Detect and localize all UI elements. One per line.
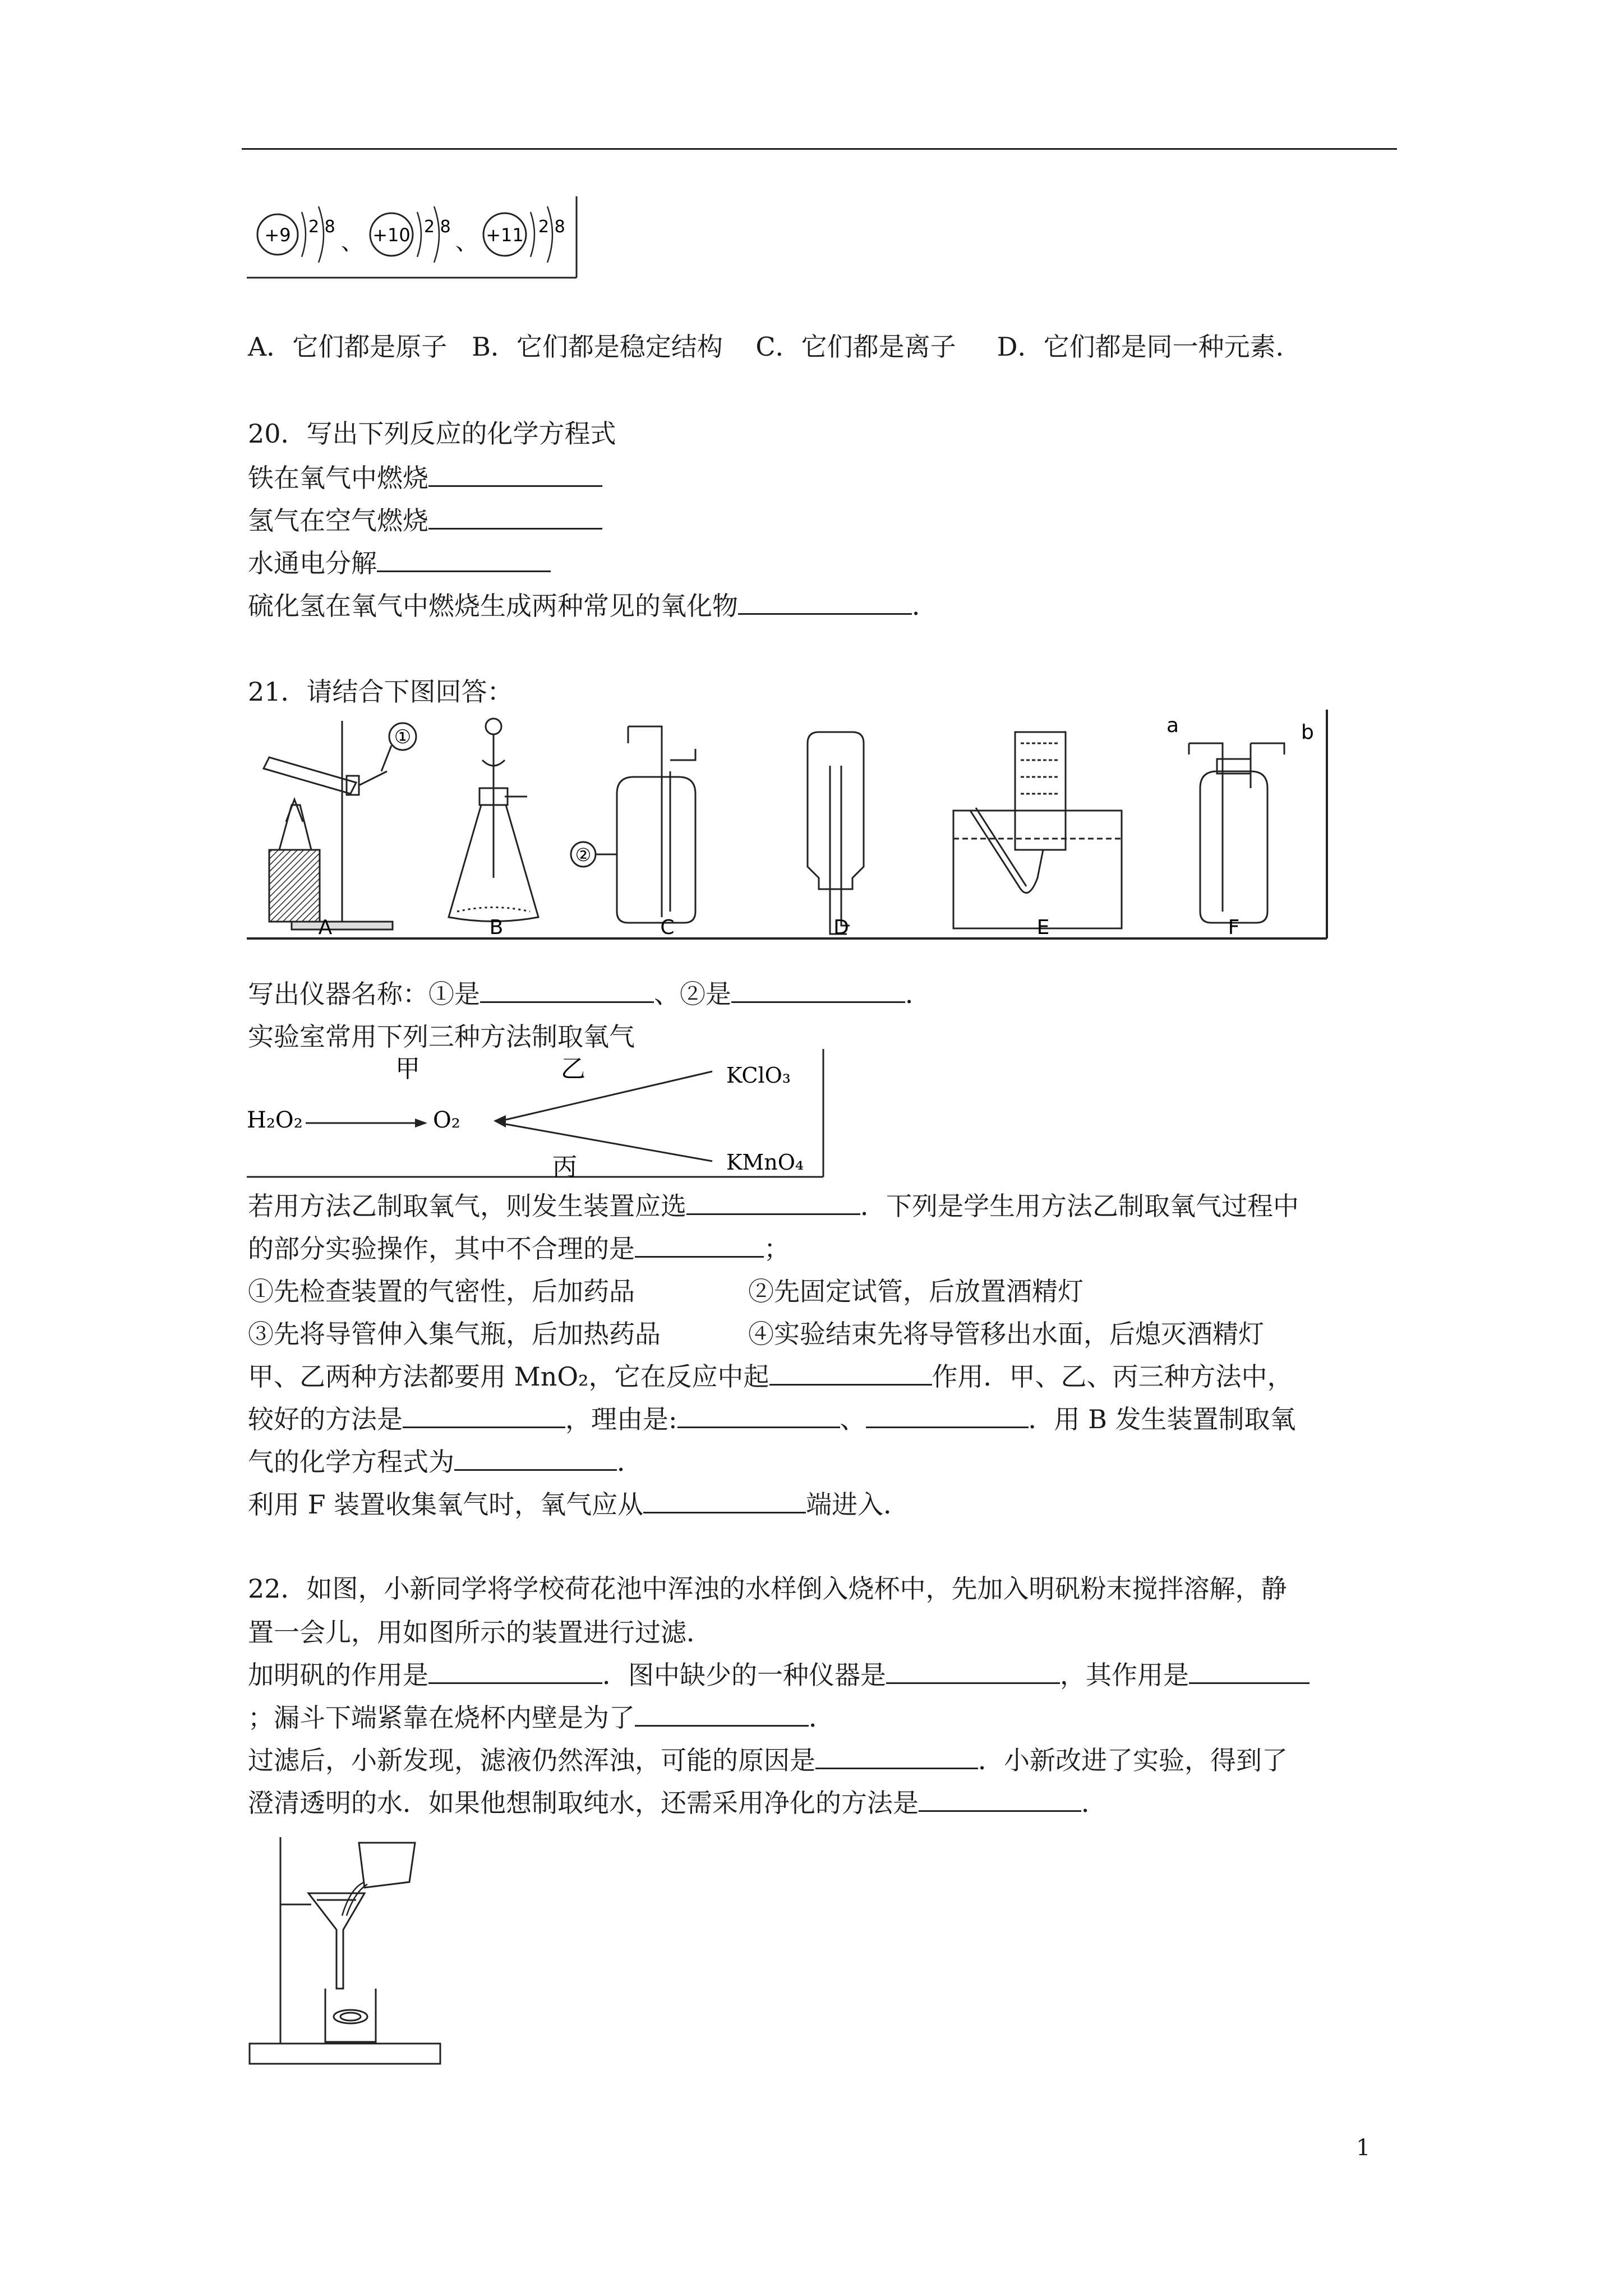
q21-title: 21．请结合下图回答： — [248, 677, 513, 707]
answer-blank[interactable] — [428, 1660, 602, 1684]
svg-text:、: 、 — [455, 229, 478, 255]
fig-label-e: E — [1036, 916, 1050, 939]
q21-p6: 利用 F 装置收集氧气时，氧气应从 端进入． — [248, 1489, 910, 1520]
apparatus-f — [1189, 743, 1284, 923]
q22-line-6: 澄清透明的水．如果他想制取纯水，还需采用净化的方法是 ． — [248, 1788, 1107, 1818]
atom-1 — [257, 206, 335, 263]
svg-text:+9: +9 — [264, 224, 291, 246]
header-rule — [242, 148, 1397, 150]
q21-op-row-2: ③先将导管伸入集气瓶，后加热药品 ④实验结束先将导管移出水面，后熄灭酒精灯 — [248, 1319, 1264, 1349]
q22-line-4: ；漏斗下端紧靠在烧杯内壁是为了 ． — [248, 1703, 834, 1733]
fig-label-d: D — [833, 916, 849, 939]
answer-blank[interactable] — [677, 1404, 840, 1428]
q22-line-1: 22．如图，小新同学将学校荷花池中浑浊的水样倒入烧杯中，先加入明矾粉末搅拌溶解，静 — [248, 1573, 1287, 1604]
svg-text:甲: 甲 — [395, 1055, 420, 1083]
answer-blank[interactable] — [886, 1660, 1060, 1684]
answer-blank[interactable] — [454, 1447, 617, 1471]
answer-blank[interactable] — [428, 505, 602, 530]
apparatus-b — [449, 719, 538, 922]
answer-blank[interactable] — [377, 548, 551, 572]
svg-text:KMnO₄: KMnO₄ — [726, 1150, 804, 1175]
answer-blank[interactable] — [635, 1703, 809, 1727]
q21-p3: 甲、乙两种方法都要用 MnO₂，它在反应中起 作用．甲、乙、丙三种方法中， — [248, 1361, 1293, 1392]
atom-2 — [370, 206, 451, 263]
q21-p4: 较好的方法是 ，理由是: 、 ．用 B 发生装置制取氧 — [248, 1404, 1296, 1434]
q20-title: 20．写出下列反应的化学方程式 — [248, 418, 616, 449]
svg-text:②: ② — [575, 844, 592, 866]
svg-text:+10: +10 — [372, 224, 411, 246]
svg-text:+11: +11 — [486, 224, 524, 246]
q21-methods-intro: 实验室常用下列三种方法制取氧气 — [248, 1022, 635, 1052]
answer-blank[interactable] — [815, 1745, 978, 1769]
fig-label-f: F — [1228, 916, 1240, 939]
fig-label-b: B — [489, 916, 504, 939]
oxygen-methods-scheme — [247, 1049, 830, 1184]
q21-p1: 若用方法乙制取氧气，则发生装置应选 ．下列是学生用方法乙制取氧气过程中 — [248, 1191, 1299, 1221]
svg-text:a: a — [1166, 714, 1179, 737]
svg-text:2 8: 2 8 — [424, 217, 451, 237]
answer-blank[interactable] — [866, 1404, 1029, 1428]
svg-text:、: 、 — [341, 229, 363, 255]
q22-line-5: 过滤后，小新发现，滤液仍然浑浊，可能的原因是 ．小新改进了实验，得到了 — [248, 1745, 1288, 1775]
atom-3 — [483, 206, 565, 263]
q21-instrument-line: 写出仪器名称：①是 、②是 ． — [248, 979, 931, 1009]
answer-blank[interactable] — [428, 463, 602, 487]
answer-blank[interactable] — [1189, 1660, 1310, 1684]
svg-text:①: ① — [394, 726, 412, 748]
svg-text:KClO₃: KClO₃ — [726, 1063, 791, 1088]
filtration-apparatus-figure — [247, 1826, 449, 2067]
q20-line-3: 水通电分解 — [248, 546, 551, 580]
apparatus-c — [571, 726, 695, 923]
answer-blank[interactable] — [738, 591, 912, 615]
q21-p2: 的部分实验操作，其中不合理的是 ； — [248, 1234, 790, 1264]
answer-blank[interactable] — [480, 979, 654, 1003]
fig-label-c: C — [660, 916, 675, 939]
answer-blank[interactable] — [769, 1361, 932, 1386]
svg-text:2 8: 2 8 — [308, 217, 335, 237]
fig-label-a: A — [318, 916, 333, 939]
apparatus-a — [264, 721, 416, 930]
q20-line-2: 氢气在空气燃烧 — [248, 504, 602, 537]
answer-blank[interactable] — [731, 979, 905, 1003]
lab-apparatus-figure — [247, 710, 1329, 945]
answer-blank[interactable] — [403, 1404, 565, 1428]
q21-p5: 气的化学方程式为 ． — [248, 1447, 643, 1477]
svg-text:H₂O₂: H₂O₂ — [247, 1107, 303, 1133]
answer-blank[interactable] — [643, 1489, 806, 1513]
q20-line-1: 铁在氧气中燃烧 — [248, 461, 602, 495]
svg-text:2 8: 2 8 — [538, 217, 565, 237]
apparatus-e — [953, 732, 1122, 928]
q20-line-4: 硫化氢在氧气中燃烧生成两种常见的氧化物 ． — [248, 591, 938, 621]
q21-op-row-1: ①先检查装置的气密性，后加药品 ②先固定试管，后放置酒精灯 — [248, 1276, 1083, 1306]
apparatus-d — [808, 732, 864, 934]
svg-text:O₂: O₂ — [433, 1107, 460, 1133]
answer-blank[interactable] — [686, 1191, 860, 1215]
q22-line-2: 置一会儿，用如图所示的装置进行过滤． — [248, 1617, 712, 1648]
atomic-structure-figure — [247, 196, 583, 286]
svg-text:丙: 丙 — [552, 1153, 577, 1181]
answer-blank[interactable] — [635, 1234, 764, 1258]
q19-options: A．它们都是原子 B．它们都是稳定结构 C．它们都是离子 D．它们都是同一种元素． — [248, 332, 1302, 362]
svg-text:乙: 乙 — [561, 1055, 585, 1083]
svg-text:b: b — [1301, 721, 1314, 744]
answer-blank[interactable] — [919, 1788, 1081, 1812]
q22-line-3: 加明矾的作用是 ．图中缺少的一种仪器是 ，其作用是 — [248, 1658, 1310, 1692]
page-number: 1 — [1356, 2135, 1371, 2161]
